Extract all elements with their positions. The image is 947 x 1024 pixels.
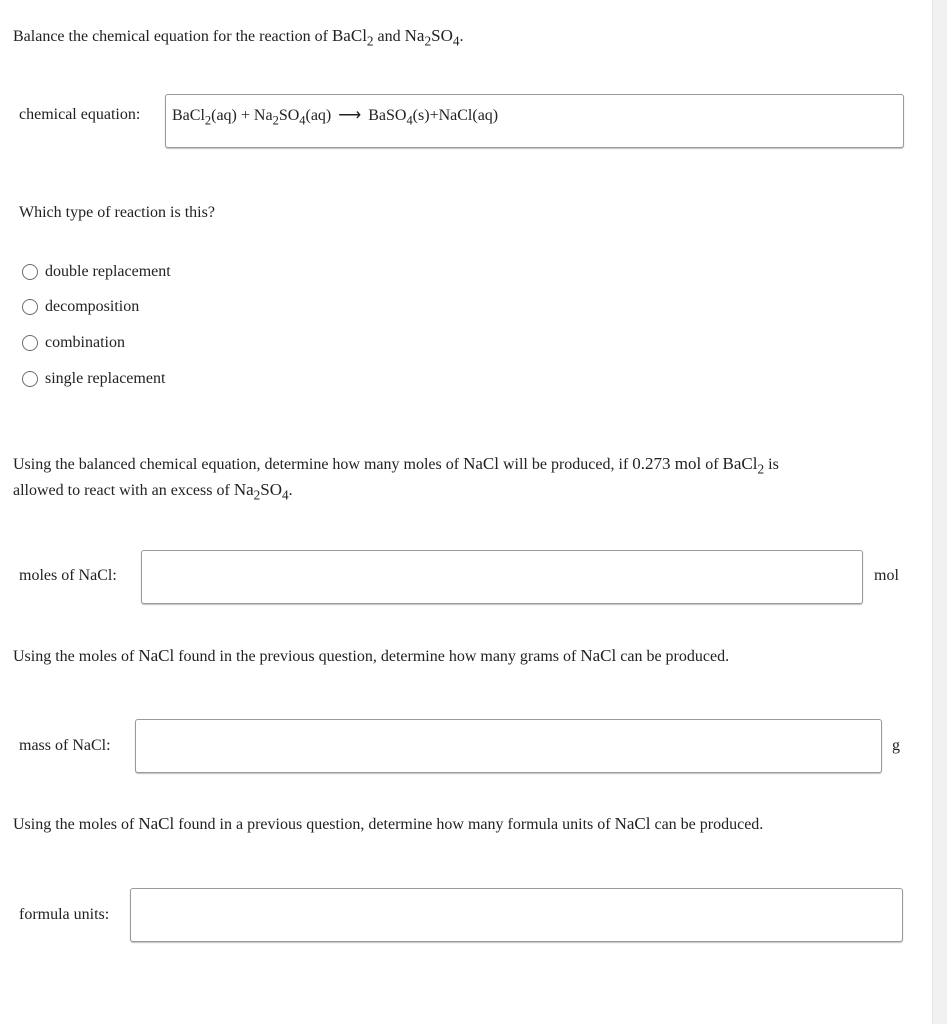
formula-units-field[interactable] [130,888,903,942]
formula-na2so4: $Na_2SO_4$ [404,26,460,49]
moles-nacl-input[interactable] [142,551,862,603]
chemical-equation-field[interactable] [165,94,904,148]
reaction-type-question: Which type of reaction is this? [19,204,215,221]
intro-question: Balance the chemical equation for the reaction of BaCl$_2$ and $Na_2SO_4$. [13,26,464,49]
mass-nacl-field[interactable] [135,719,882,773]
formula-units-question: Using the moles of NaCl found in a previous question, determine how many formula units of NaCl can be produced. [13,814,764,833]
mass-unit: g [892,737,900,754]
formula-units-label: formula units: [19,906,110,923]
option-double-replacement[interactable]: double replacement [22,263,171,281]
option-decomposition[interactable]: decomposition [22,298,139,316]
moles-nacl-label: moles of NaCl: [19,567,117,584]
chemical-equation-label: chemical equation: [19,106,141,123]
moles-nacl-field[interactable] [141,550,863,604]
mass-nacl-label: mass of NaCl: [19,737,111,754]
mass-question: Using the moles of NaCl found in the previous question, determine how many grams of NaCl can be produced. [13,646,730,665]
radio-button[interactable] [22,335,38,351]
moles-question: Using the balanced chemical equation, determine how many moles of NaCl will be produced, if 0.273 mol of BaCl$_2$ is allowed to react with an excess of $Na_2SO_4$. [13,454,779,503]
moles-unit: mol [874,567,899,584]
radio-button[interactable] [22,299,38,315]
mass-nacl-input[interactable] [136,720,881,772]
equation-content: BaCl$_2$(aq) + $Na_2SO_4(aq)$ ⟶ BaSO$_4$(s)+NaCl(aq) [172,107,499,128]
option-combination[interactable]: combination [22,334,125,352]
formula-units-input[interactable] [131,889,902,941]
radio-button[interactable] [22,371,38,387]
formula-bacl2: BaCl$_2$ [331,26,374,49]
radio-button[interactable] [22,264,38,280]
reaction-arrow: ⟶ [338,107,362,124]
option-single-replacement[interactable]: single replacement [22,370,165,388]
vertical-scrollbar[interactable] [932,0,947,1024]
